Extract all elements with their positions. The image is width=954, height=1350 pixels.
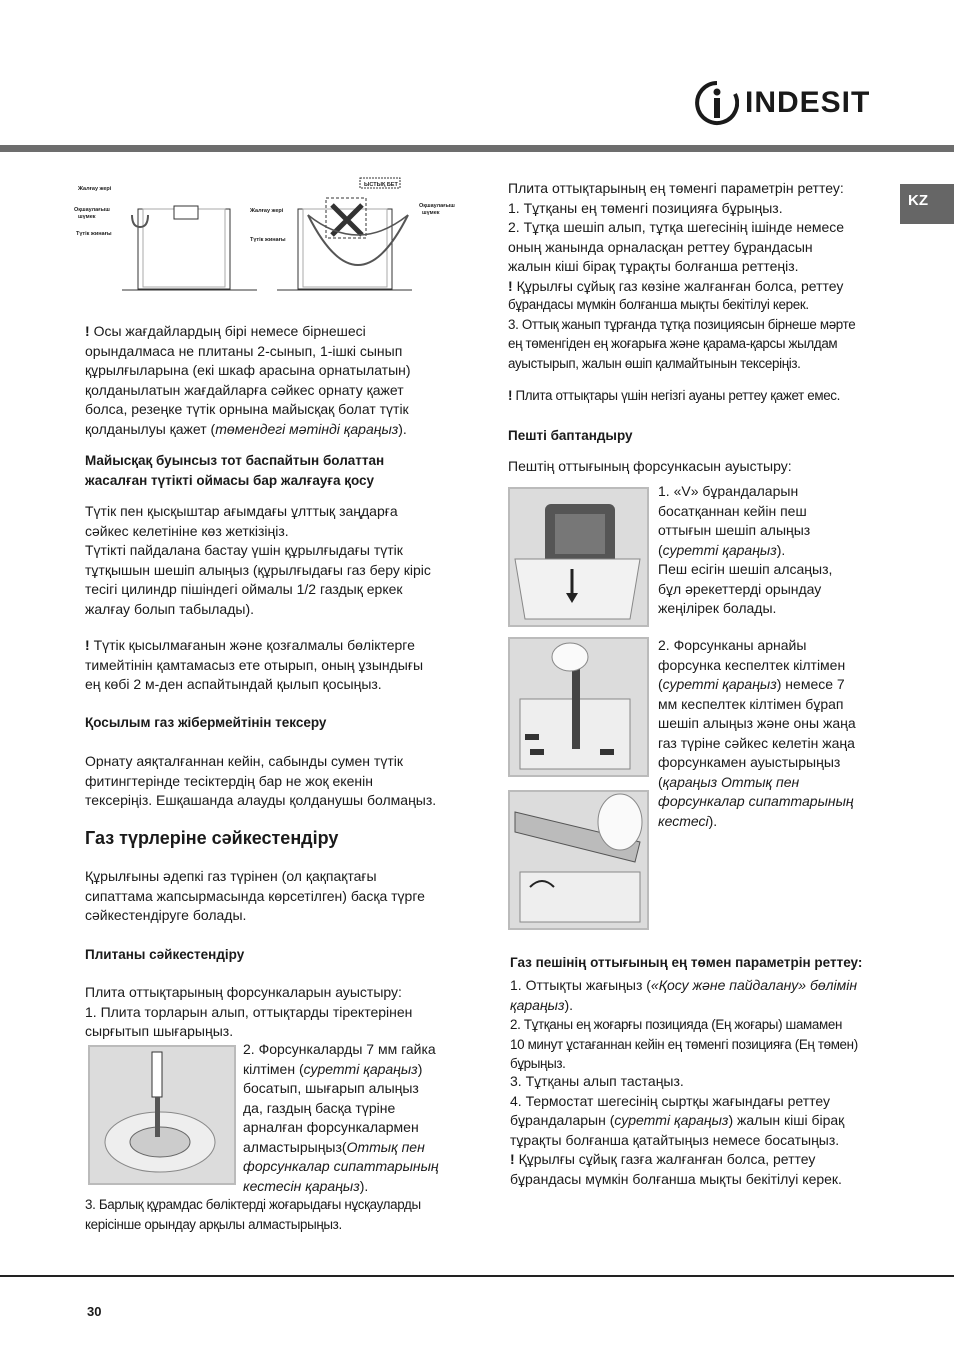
footer-rule <box>0 1275 954 1277</box>
text-line: Плита оттықтарының ең төменгі параметрін реттеу: <box>508 180 844 196</box>
text-segment: кестесі <box>658 812 709 829</box>
text-line: қолданылатын жағдайларға сәйкес орнату қажет <box>85 381 404 398</box>
page-number: 30 <box>87 1304 102 1319</box>
text-segment: қолданылуы қажет ( <box>85 420 216 437</box>
text-line <box>508 386 840 406</box>
text-line: арналған форсункалармен <box>243 1119 419 1135</box>
hob-nozzle-steps <box>243 1040 439 1196</box>
oven-min-setting-heading <box>510 953 862 973</box>
text-segment: қараңыз Оттық пен <box>662 773 800 790</box>
text-line: сырғытып шығарыңыз. <box>85 1023 234 1039</box>
text-line: Пеш есігін шешіп алсаңыз, <box>658 561 833 577</box>
text-line: фитингтерінде тесіктердің бар не жоқ екенін <box>85 772 373 789</box>
text-line: Орнату аяқталғаннан кейін, сабынды сумен түтік <box>85 753 403 769</box>
text-line: орындалмаса не плитаны 2-сынып, 1-ішкі сынып <box>85 342 403 359</box>
text-segment: суретті қараңыз <box>662 676 777 692</box>
warning-mark: ! <box>508 277 517 294</box>
warning-mark: ! <box>508 388 516 403</box>
text-segment: ( <box>658 773 663 790</box>
diagram-left-hose-label: Түтік жинағы <box>76 231 112 237</box>
text-segment: Түтік қысылмағанын және қозғалмалы бөліктерге <box>93 637 415 653</box>
text-line: тұтқышын шешіп алыңыз (құрылғыдағы газ беру кіріс <box>85 561 431 578</box>
oven-min-step-1 <box>510 976 857 1015</box>
text-segment: бұрандаларын ( <box>510 1112 615 1128</box>
hob-adaptation-text <box>85 983 412 1042</box>
hob-adaptation-heading <box>85 945 244 965</box>
text-line: жасалған түтікті оймасы бар жалғауға қосу <box>85 472 375 488</box>
text-line: құрылғыларына (екі шкаф арасына орнатылатын) <box>85 362 411 378</box>
text-line: Пешті баптандыру <box>508 428 633 443</box>
oven-step-2 <box>658 636 856 831</box>
text-line <box>243 1177 439 1197</box>
diagram-right-tap-label-2: шүмек <box>422 210 440 216</box>
text-line: бұрандасы мүмкін болғанша мықты бекітілуі керек. <box>510 1170 842 1187</box>
warning-mark: ! <box>85 637 94 653</box>
text-segment: Құрылғы сұйық газ көзіне жалғанған болса, реттеу <box>516 277 844 294</box>
text-line: Құрылғыны әдепкі газ түрінен (ол қақпақтағы <box>85 868 377 884</box>
text-line: 4. Термостат шегесінің сыртқы жағындағы реттеу <box>510 1092 831 1109</box>
nozzle-wrench-image <box>508 637 649 777</box>
text-line <box>510 996 857 1016</box>
text-line: мм кеспелтек кілтімен бұрап <box>658 695 844 712</box>
diagram-right-hose-label: Түтік жинағы <box>250 237 286 243</box>
text-line: 2. Тұтқа шешіп алып, тұтқа шегесінің ішінде немесе <box>508 219 845 235</box>
oven-step-1 <box>658 482 832 619</box>
text-line <box>510 976 857 996</box>
text-line: бұрыңыз. <box>510 1056 566 1071</box>
oven-nozzle-screw-image <box>508 790 649 930</box>
text-segment: ). <box>564 996 574 1013</box>
text-segment: ) <box>417 1060 423 1077</box>
text-line <box>658 675 856 695</box>
text-segment: кестесін қараңыз <box>243 1177 360 1194</box>
diagram-right-tap-label: Оқшаулағыш <box>419 203 455 209</box>
language-tab: KZ <box>900 184 954 224</box>
text-line: жалғау болып табылады). <box>85 600 255 617</box>
leak-check-text <box>85 752 436 811</box>
text-line <box>658 773 856 793</box>
oven-adaptation-heading <box>508 426 633 446</box>
text-segment: төмендегі мәтінді қараңыз <box>215 420 399 437</box>
text-line: сәйкес келетініне көз жеткізіңіз. <box>85 522 289 539</box>
indesit-i-logo-icon <box>695 80 739 126</box>
text-segment: суретті қараңыз <box>303 1060 418 1077</box>
text-line: тұрақты болғанша қатайтыңыз немесе босатыңыз. <box>510 1131 840 1148</box>
text-line: тимейтінін қамтамасыз ете отырып, оның ұзындығы <box>85 656 424 673</box>
text-line: Плита оттықтарының форсункаларын ауыстыру: <box>85 984 402 1000</box>
text-segment: ). <box>708 812 718 829</box>
text-segment: ) немесе 7 <box>776 676 845 692</box>
text-line: жалын кіші бірақ тұрақты болғанша реттеңіз. <box>508 258 799 274</box>
text-line: тексеріңіз. Ешқашанда алауды қолданушы болмаңыз. <box>85 792 437 808</box>
text-line: 10 минут ұстағаннан кейін ең төменгі позицияға (Ең төмен) <box>510 1036 858 1052</box>
text-segment: Құрылғы сұйық газға жалғанған болса, реттеу <box>518 1151 816 1167</box>
text-line: босатып, шығарып алыңыз <box>243 1080 419 1096</box>
text-segment: ). <box>398 420 407 437</box>
oven-min-step-3-4 <box>510 1072 844 1189</box>
gas-adaptation-text <box>85 867 425 926</box>
text-line: шешіп алыңыз және оны жаңа <box>658 715 856 731</box>
rigid-hose-warning <box>85 322 411 439</box>
text-line: оның жанында орналасқан реттеу бұрандасын <box>508 238 813 255</box>
text-segment: ( <box>658 676 663 692</box>
oven-nozzle-intro <box>508 457 792 477</box>
text-line <box>658 812 856 832</box>
diagram-hot-surface-label: ЫСТЫҚ БЕТ <box>364 182 398 188</box>
primary-air-note <box>508 386 840 406</box>
text-line: Плитаны сәйкестендіру <box>85 947 245 962</box>
text-segment: суретті қараңыз <box>662 541 777 558</box>
text-line: 3. Барлық құрамдас бөліктерді жоғарыдағы нұсқауларды <box>85 1197 421 1212</box>
header-bar <box>0 145 954 152</box>
diagram-left-tap-label-2: шүмек <box>78 214 96 220</box>
text-segment: суретті қараңыз <box>614 1112 729 1128</box>
burner-nozzle-image <box>88 1045 236 1185</box>
text-segment: ). <box>776 541 786 558</box>
text-line: 2. Форсункаларды 7 мм гайка <box>243 1041 436 1057</box>
text-segment: 1. Оттықты жағыңыз ( <box>510 977 651 993</box>
text-segment: кілтімен ( <box>243 1060 304 1077</box>
text-line <box>510 1150 844 1170</box>
text-line <box>243 1060 439 1080</box>
text-segment: қараңыз <box>510 996 565 1013</box>
text-line <box>85 420 411 440</box>
hob-min-setting-text-2 <box>508 295 855 373</box>
text-line: болса, резеңке түтік орнына майысқақ болат түтік <box>85 401 409 417</box>
text-line: бұрандасы мүмкін болғанша мықты бекітілуі керек. <box>508 297 809 312</box>
indesit-logo <box>695 80 870 126</box>
text-line: 1. «V» бұрандаларын <box>658 483 799 499</box>
text-segment: Оттық пен <box>346 1138 425 1155</box>
text-line <box>510 1111 844 1131</box>
text-segment: ). <box>359 1177 369 1194</box>
text-segment: Плита оттықтары үшін негізгі ауаны реттеу қажет емес. <box>515 388 841 403</box>
text-line: Қосылым газ жібермейтінін тексеру <box>85 715 327 730</box>
text-segment: форсункалар сипаттарының <box>243 1158 439 1174</box>
text-line <box>243 1138 439 1158</box>
text-line <box>508 277 844 297</box>
diagram-left-tap-label: Оқшаулағыш <box>74 207 110 213</box>
text-line: Газ түрлеріне сәйкестендіру <box>85 828 339 848</box>
text-line: газ түріне сәйкес келетін жаңа <box>658 734 855 751</box>
text-line: тесігі цилиндр пішіндегі оймалы 1/2 газдық еркек <box>85 581 403 597</box>
flex-hose-heading <box>85 451 384 490</box>
text-segment: ) жалын кіші бірақ <box>728 1112 845 1128</box>
text-line: 1. Плита торларын алып, оттықтарды тіректерінен <box>85 1003 413 1020</box>
text-line: 3. Тұтқаны алып тастаңыз. <box>510 1073 684 1089</box>
hob-min-setting-text <box>508 179 844 296</box>
gas-adaptation-heading <box>85 826 338 850</box>
text-line: оттығын шешіп алыңыз <box>658 522 811 538</box>
oven-min-step-2 <box>510 1015 858 1074</box>
text-line: керісінше орындау арқылы алмастырыңыз. <box>85 1216 342 1232</box>
text-line: сипаттама жапсырмасында көрсетілген) басқа түрге <box>85 887 425 904</box>
text-line: 1. Тұтқаны ең төменгі позицияға бұрыңыз. <box>508 199 783 216</box>
text-line: Түтік пен қысқыштар ағымдағы ұлттық заңдарға <box>85 503 398 519</box>
warning-mark: ! <box>510 1151 519 1167</box>
text-line: ауыстырып, жалын өшіп қалмайтынын тексеріңіз. <box>508 355 801 371</box>
text-segment: Осы жағдайлардың бірі немесе бірнешесі <box>93 323 366 339</box>
text-line <box>658 541 832 561</box>
text-line: 2. Форсунканы арнайы <box>658 637 807 653</box>
text-segment: «Қосу және пайдалану» бөлімін <box>650 977 858 993</box>
diagram-right-connection-label: Жалғау жері <box>250 208 284 214</box>
brand-name: INDESIT <box>745 86 871 119</box>
text-line: жеңілірек болады. <box>658 600 777 616</box>
text-line: Түтікті пайдалана бастау үшін құрылғыдағы түтік <box>85 542 403 558</box>
hose-length-warning <box>85 636 423 695</box>
text-line: да, газдың басқа түріне <box>243 1099 396 1116</box>
oven-burner-removal-image <box>508 487 649 627</box>
text-segment: форсункалар сипаттарының <box>658 793 854 809</box>
text-line: Майысқақ буынсыз тот баспайтын болаттан <box>85 453 385 468</box>
text-line: ең көбі 2 м-ден аспайтындай қылып қосыңыз. <box>85 676 382 692</box>
connection-diagram <box>72 175 472 300</box>
text-line: босатқаннан кейін пеш <box>658 502 807 519</box>
text-line: бұл әрекеттерді орындау <box>658 580 822 597</box>
text-line <box>85 636 423 656</box>
diagram-left-connection-label: Жалғау жері <box>78 186 112 192</box>
warning-mark: ! <box>85 323 94 339</box>
hob-reassemble-text <box>85 1195 421 1234</box>
leak-check-heading <box>85 713 326 733</box>
text-line: 2. Тұтқаны ең жоғарғы позицияда (Ең жоғары) шамамен <box>510 1017 843 1032</box>
text-line: форсункамен ауыстырыңыз <box>658 754 841 770</box>
text-line: ең төменгіден ең жоғарыға және қарама-қарсы жылдам <box>508 336 838 351</box>
text-line: Пештің оттығының форсункасын ауыстыру: <box>508 458 792 474</box>
flex-hose-text <box>85 502 431 619</box>
text-line: 3. Оттық жанып тұрғанда тұтқа позициясын бірнеше мәрте <box>508 316 856 332</box>
text-line: сәйкестендіруге болады. <box>85 907 247 923</box>
text-segment: ( <box>658 541 663 558</box>
text-line: Газ пешінің оттығының ең төмен параметрін реттеу: <box>510 955 863 970</box>
text-line <box>243 1157 439 1177</box>
text-line <box>85 322 411 342</box>
text-line <box>658 792 856 812</box>
text-line: форсунка кеспелтек кілтімен <box>658 656 846 673</box>
text-segment: алмастырыңыз( <box>243 1138 347 1155</box>
